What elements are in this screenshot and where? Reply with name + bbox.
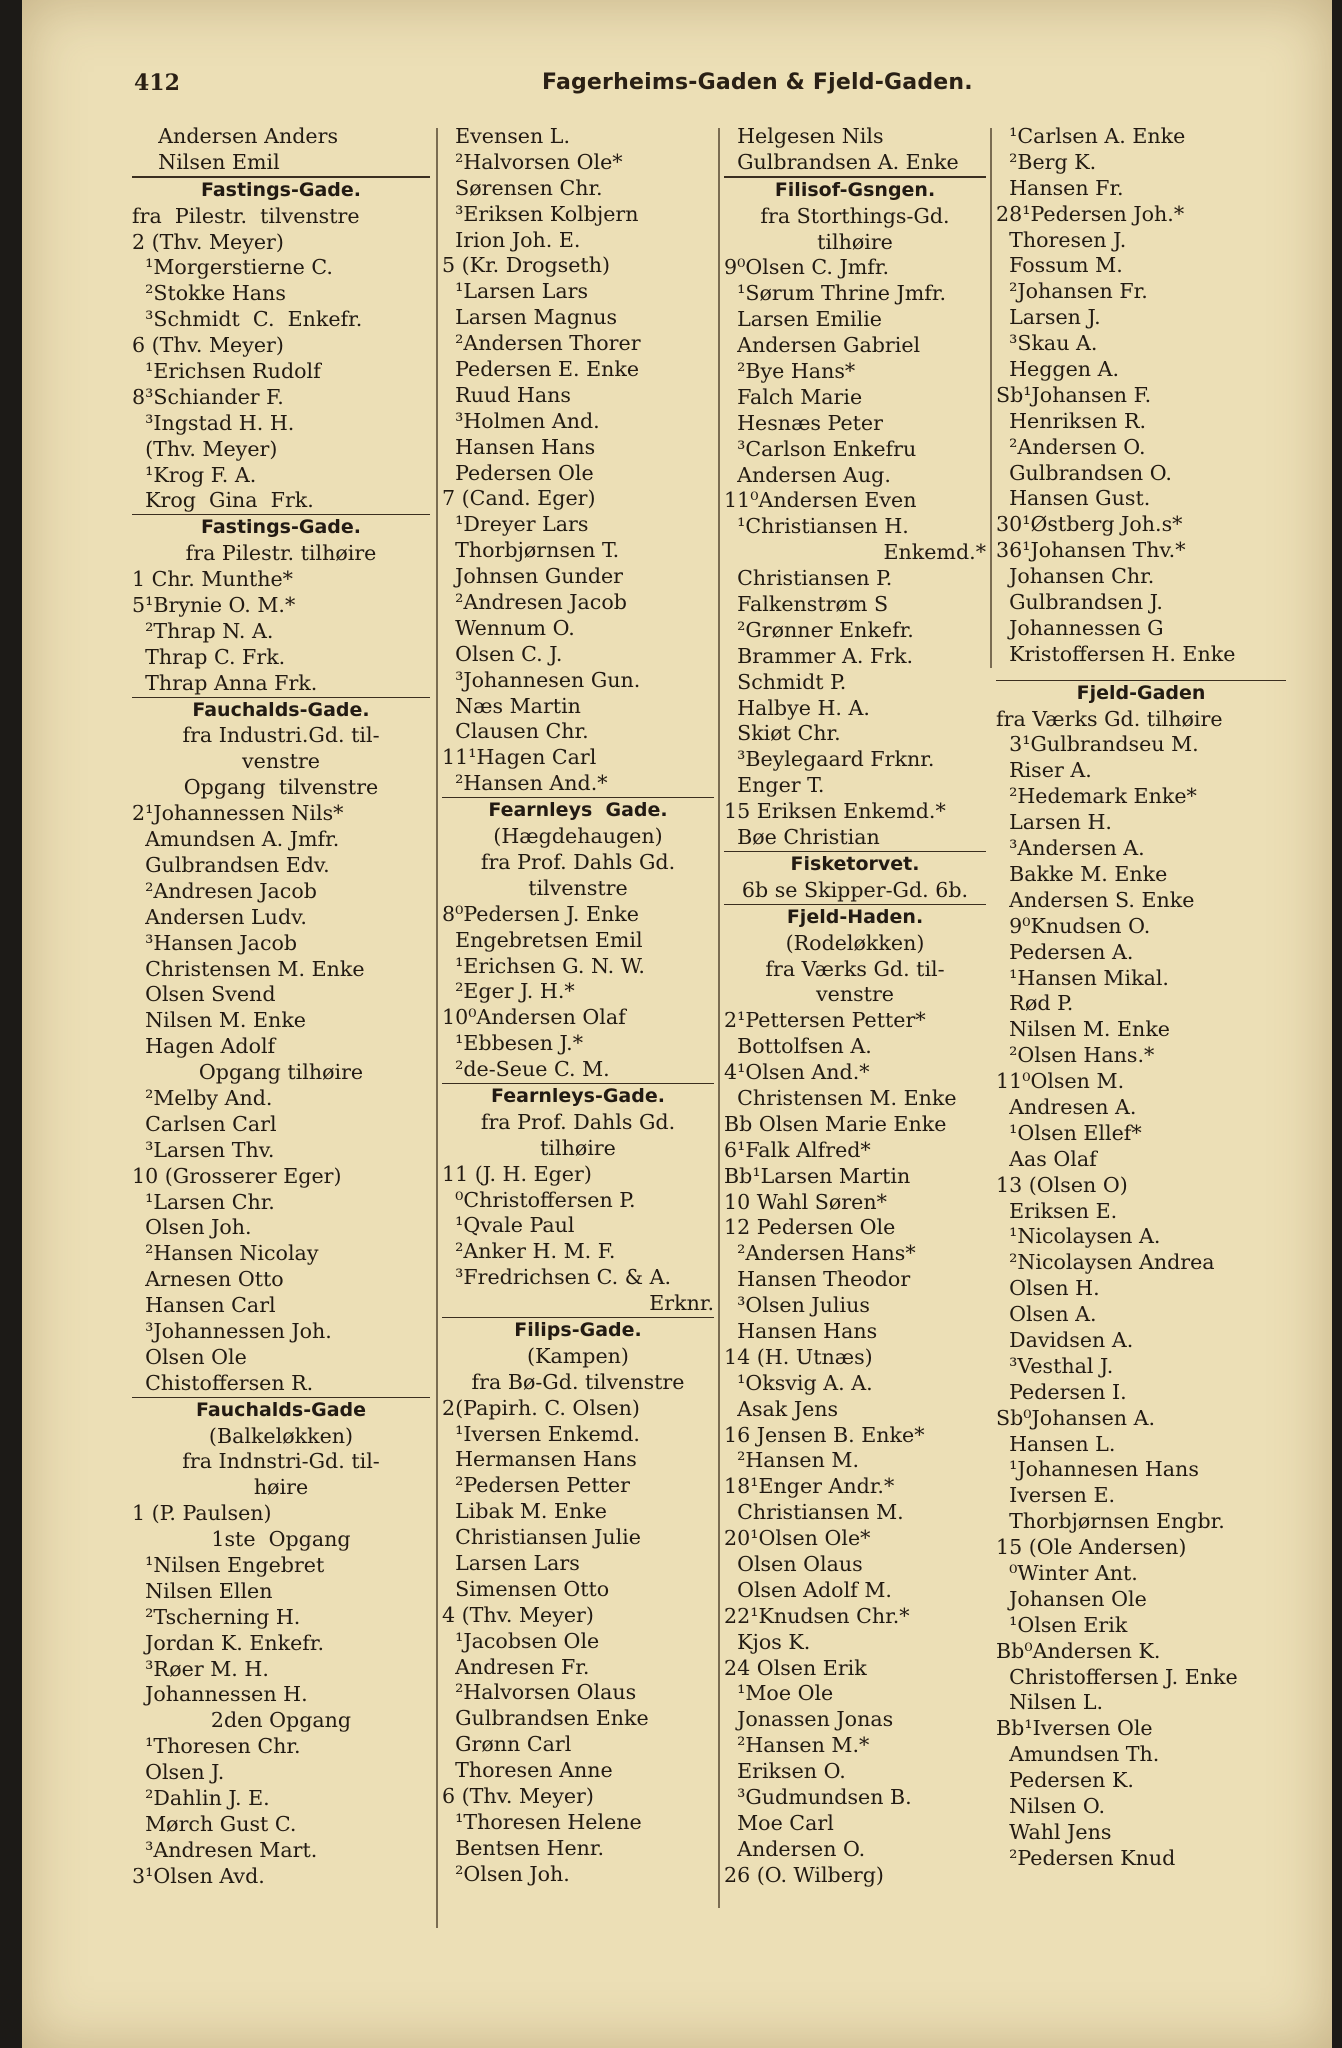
directory-entry: Hansen Carl [132,1293,276,1318]
column-divider [436,128,438,1928]
directory-entry: 16 Jensen B. Enke* [724,1422,925,1447]
directory-entry: 11⁰Olsen M. [996,1069,1125,1094]
directory-entry: ³Andresen Mart. [132,1837,318,1862]
column-1 [132,124,430,1890]
directory-entry: Aas Olaf [996,1146,1097,1171]
directory-entry: ¹Moe Ole [724,1681,834,1706]
directory-entry: Nilsen O. [996,1794,1106,1818]
directory-entry: 22¹Knudsen Chr.* [724,1603,910,1628]
page-header [22,70,1332,110]
directory-entry: fra Indnstri-Gd. til- [182,1449,380,1474]
directory-entry: ¹Hansen Mikal. [996,965,1169,990]
directory-entry: Halbye H. A. [724,695,870,720]
directory-entry: ²Halvorsen Olaus [442,1680,637,1705]
directory-entry: Hagen Adolf [132,1034,276,1059]
directory-entry: ²Bye Hans* [724,359,856,384]
directory-entry: Johnsen Gunder [442,564,624,589]
directory-entry: Larsen J. [996,305,1101,330]
directory-entry: 11¹Hagen Carl [442,745,597,770]
directory-entry: Fossum M. [996,253,1123,278]
directory-entry: 12 Pedersen Ole [724,1215,896,1240]
directory-entry: ³Røer M. H. [132,1656,269,1681]
directory-entry: Rød P. [996,991,1074,1016]
directory-entry: 1ste Opgang [211,1527,351,1552]
directory-entry: fra Værks Gd. tilhøire [996,706,1223,731]
directory-entry: Skiøt Chr. [724,721,841,746]
directory-entry: Amundsen A. Jmfr. [132,827,340,852]
directory-entry: ¹Johannesen Hans [996,1457,1199,1482]
directory-entry: 15 Eriksen Enkemd.* [724,799,946,824]
directory-entry: tilhøire [817,229,893,254]
directory-entry: Heggen A. [996,357,1120,382]
directory-entry: Gulbrandsen Edv. [132,852,330,877]
directory-entry: ²Andresen Jacob [132,878,317,903]
directory-entry: Christensen M. Enke [724,1085,957,1110]
directory-entry: 36¹Johansen Thv.* [996,538,1186,563]
directory-entry: Andersen S. Enke [996,887,1195,912]
directory-entry: Christiansen M. [724,1500,904,1525]
column-divider [990,128,992,668]
directory-entry: Andersen Gabriel [724,333,921,358]
directory-entry: Hansen Fr. [996,175,1124,200]
directory-entry: Christiansen P. [724,566,893,591]
directory-entry: ²Melby And. [132,1085,273,1110]
directory-entry: (Kampen) [527,1343,629,1368]
directory-entry: ¹Oksvig A. A. [724,1370,873,1395]
directory-entry: Nilsen Ellen [132,1578,273,1603]
directory-entry: Pedersen A. [996,939,1134,964]
column-divider [718,128,720,1908]
directory-entry: 9⁰Olsen C. Jmfr. [724,255,890,280]
directory-entry: ¹Carlsen A. Enke [996,124,1186,148]
directory-entry: Pedersen I. [996,1379,1127,1404]
directory-entry: 11⁰Andersen Even [724,488,917,513]
directory-entry: Hansen Gust. [996,486,1151,511]
directory-entry: Gulbrandsen O. [996,460,1172,485]
directory-entry: ²Hedemark Enke* [996,784,1197,809]
directory-entry: 6¹Falk Alfred* [724,1137,871,1162]
directory-entry: ¹Erichsen Rudolf [132,359,321,384]
directory-page [22,0,1332,2048]
directory-entry: Falch Marie [724,384,863,409]
directory-entry: Larsen Magnus [442,305,618,330]
directory-entry: Johansen Chr. [996,564,1155,589]
section-rule [996,668,1286,681]
directory-entry: ¹Nilsen Engebret [132,1552,325,1577]
directory-entry: ²Eger J. H.* [442,979,575,1004]
running-title: Fagerheims-Gaden & Fjeld-Gaden. [542,70,973,95]
directory-entry: høire [253,1475,309,1500]
directory-entry: ¹Ebbesen J.* [442,1031,583,1056]
directory-entry: ³Vesthal J. [996,1353,1114,1378]
directory-entry: Gulbrandsen J. [996,590,1163,615]
directory-entry: (Thv. Meyer) [132,436,278,461]
directory-entry: ³Ingstad H. H. [132,410,295,435]
directory-entry: Nilsen M. Enke [132,1008,306,1033]
directory-entry: Hermansen Hans [442,1447,637,1472]
directory-entry: Bøe Christian [724,825,880,850]
directory-entry: fra Storthings-Gd. [760,203,950,228]
directory-entry: Henriksen R. [996,408,1147,433]
directory-entry: ⁰Christoffersen P. [442,1187,636,1212]
directory-entry: Evensen L. [442,124,570,148]
directory-entry: (Rodeløkken) [785,930,925,955]
directory-entry: 20¹Olsen Ole* [724,1526,871,1551]
directory-entry: Thrap C. Frk. [132,644,286,669]
directory-entry: ³Olsen Julius [724,1293,870,1318]
directory-entry: 5¹Brynie O. M.* [132,593,296,618]
directory-entry: Falkenstrøm S [724,592,889,617]
directory-entry: venstre [816,982,894,1007]
directory-entry: fra Pilestr. tilhøire [185,541,377,566]
directory-entry: Eriksen O. [724,1759,846,1784]
directory-entry: ¹Olsen Erik [996,1612,1128,1637]
directory-entry: Moe Carl [724,1810,834,1835]
directory-entry: fra Prof. Dahls Gd. [480,1109,676,1134]
directory-entry: 15 (Ole Andersen) [996,1535,1187,1560]
directory-entry: Schmidt P. [724,669,847,694]
directory-entry: 9⁰Knudsen O. [996,913,1151,938]
directory-entry: (Hægdehaugen) [493,824,663,849]
directory-entry: Libak M. Enke [442,1499,607,1524]
directory-entry: Sb¹Johansen F. [996,382,1152,407]
directory-entry: ³Larsen Thv. [132,1137,275,1162]
directory-entry: ²Hansen Nicolay [132,1241,319,1266]
directory-entry: ³Gudmundsen B. [724,1785,912,1809]
street-heading: Fearnleys Gade. [488,799,668,822]
directory-entry: Enger T. [724,773,825,798]
directory-entry: 18¹Enger Andr.* [724,1474,895,1499]
directory-entry: Hansen Theodor [724,1267,911,1292]
directory-entry: 6 (Thv. Meyer) [132,333,284,358]
directory-entry: ²Andersen O. [996,434,1146,459]
directory-entry: 5 (Kr. Drogseth) [442,253,611,278]
directory-entry: Bentsen Henr. [442,1835,605,1860]
directory-entry: Olsen J. [132,1760,225,1785]
directory-entry: 2¹Johannessen Nils* [132,801,344,826]
directory-entry: Olsen A. [996,1302,1097,1327]
directory-entry: Andresen Fr. [442,1654,590,1679]
street-heading: Fastings-Gade. [132,177,430,204]
directory-entry: 6 (Thv. Meyer) [442,1784,594,1808]
directory-entry: ²Thrap N. A. [132,618,274,643]
directory-entry: 28¹Pedersen Joh.* [996,201,1185,226]
directory-entry: ⁰Winter Ant. [996,1560,1138,1585]
directory-entry: Johansen Ole [996,1586,1147,1611]
directory-entry: Mørch Gust C. [132,1811,297,1836]
directory-entry: Christiansen Julie [442,1525,641,1550]
directory-entry: Irion Joh. E. [442,227,581,252]
directory-entry: Andersen Anders [132,124,339,148]
directory-entry: Larsen H. [996,810,1112,835]
directory-entry: Krog Gina Frk. [132,488,314,513]
street-heading: Filisof-Gsngen. [724,177,986,204]
column-3 [724,124,986,1889]
directory-entry: Eriksen E. [996,1198,1118,1223]
directory-entry: Thoresen J. [996,227,1127,252]
directory-entry: Larsen Lars [442,1550,580,1575]
directory-entry: ¹Krog F. A. [132,462,257,487]
directory-entry: ¹Dreyer Lars [442,512,589,537]
directory-entry: 2 (Thv. Meyer) [132,229,284,254]
street-heading: Fauchalds-Gade [132,1397,430,1424]
directory-entry: 24 Olsen Erik [724,1655,867,1680]
directory-entry: ²Hansen And.* [442,771,714,798]
directory-entry: Olsen Svend [132,982,276,1007]
directory-entry: Olsen C. J. [442,641,563,666]
directory-entry: Nilsen Emil [132,150,430,177]
directory-entry: 7 (Cand. Eger) [442,486,596,511]
directory-entry: Nilsen M. Enke [996,1017,1170,1042]
directory-entry: ¹Morgerstierne C. [132,255,333,280]
directory-entry: Thorbjørnsen T. [442,538,620,563]
directory-entry: Wennum O. [442,615,575,640]
directory-entry: ¹Christiansen H. [724,514,909,539]
directory-entry: ¹Larsen Chr. [132,1189,275,1214]
directory-entry: ¹Thoresen Chr. [132,1734,301,1759]
directory-entry: ¹Larsen Lars [442,279,589,304]
directory-entry: 26 (O. Wilberg) [724,1862,884,1887]
directory-entry: 2den Opgang [210,1708,352,1733]
directory-entry: Opgang tilhøire [198,1060,364,1085]
directory-entry: ³Johannesen Gun. [442,667,641,692]
directory-entry: Simensen Otto [442,1576,610,1601]
directory-entry: Carlsen Carl [132,1111,277,1136]
directory-entry: Helgesen Nils [724,124,884,148]
directory-entry: ³Skau A. [996,331,1098,356]
directory-entry: ¹Erichsen G. N. W. [442,953,645,978]
directory-entry: Hesnæs Peter [724,410,883,435]
directory-entry: Olsen Ole [132,1344,247,1369]
directory-entry: ³Andersen A. [996,836,1145,861]
directory-entry: Bb¹Larsen Martin [724,1163,911,1188]
street-heading: Fisketorvet. [724,851,986,878]
directory-entry: (Balkeløkken) [208,1423,354,1448]
street-heading: Fauchalds-Gade. [132,697,430,724]
directory-entry: 30¹Østberg Joh.s* [996,512,1183,537]
directory-entry: fra Prof. Dahls Gd. [480,849,676,874]
column-2 [442,124,714,1888]
directory-entry: Jonassen Jonas [724,1707,894,1732]
directory-entry: ²Tscherning H. [132,1604,301,1629]
directory-entry: Bb⁰Andersen K. [996,1638,1161,1663]
directory-entry: ²Nicolaysen Andrea [996,1250,1215,1275]
directory-entry: Pedersen E. Enke [442,357,640,382]
directory-entry: 1 Chr. Munthe* [132,567,293,592]
directory-entry: Nilsen L. [996,1690,1104,1715]
directory-entry: ²Andersen Thorer [442,331,641,356]
directory-entry: Enkemd.* [883,540,986,565]
directory-entry: fra Bø-Gd. tilvenstre [471,1369,685,1394]
directory-entry: Arnesen Otto [132,1267,284,1292]
directory-entry: Olsen H. [996,1276,1100,1301]
street-heading: Fjeld-Haden. [724,904,986,931]
directory-entry: Kristoffersen H. Enke [996,641,1236,666]
directory-entry: 10⁰Andersen Olaf [442,1005,626,1030]
directory-entry: Larsen Emilie [724,307,882,332]
directory-entry: ¹Nicolaysen A. [996,1224,1161,1249]
directory-entry: 8⁰Pedersen J. Enke [442,901,639,926]
directory-entry: Bb¹Iversen Ole [996,1716,1153,1741]
directory-entry: Bb Olsen Marie Enke [724,1111,947,1136]
directory-entry: Gulbrandsen Enke [442,1706,649,1731]
directory-entry: 10 Wahl Søren* [724,1189,887,1214]
directory-entry: ³Carlson Enkefru [724,436,917,461]
directory-entry: 1 (P. Paulsen) [132,1501,272,1526]
directory-entry: 2(Papirh. C. Olsen) [442,1395,640,1420]
directory-entry: Engebretsen Emil [442,927,643,952]
directory-entry: Thoresen Anne [442,1758,613,1783]
directory-entry: Andersen Aug. [724,462,891,487]
page-number: 412 [134,70,180,96]
column-4 [996,124,1286,1872]
directory-entry: Amundsen Th. [996,1742,1160,1767]
directory-entry: ²de-Seue C. M. [442,1057,610,1082]
directory-entry: tilhøire [540,1135,616,1160]
directory-entry: Ruud Hans [442,382,571,407]
directory-entry: ³Eriksen Kolbjern [442,201,639,226]
directory-entry: 6b se Skipper-Gd. 6b. [741,877,969,902]
directory-entry: ²Stokke Hans [132,281,286,306]
directory-entry: ²Pedersen Petter [442,1473,630,1498]
directory-entry: Iversen E. [996,1483,1116,1508]
directory-entry: Pedersen Ole [442,460,594,485]
directory-entry: ¹Qvale Paul [442,1213,575,1238]
directory-entry: ²Olsen Joh. [442,1861,570,1886]
directory-entry: Johannessen G [996,615,1164,640]
directory-entry: ³Beylegaard Frknr. [724,747,935,772]
directory-entry: Clausen Chr. [442,719,589,744]
directory-entry: 2¹Pettersen Petter* [724,1008,926,1033]
directory-entry: Christoffersen J. Enke [996,1664,1238,1689]
directory-entry: Bakke M. Enke [996,861,1168,886]
directory-entry: ²Berg K. [996,149,1097,174]
directory-entry: ¹Iversen Enkemd. [442,1421,640,1446]
directory-entry: Hansen L. [996,1431,1116,1456]
directory-entry: ¹Thoresen Helene [442,1809,642,1834]
directory-entry: Kjos K. [724,1629,811,1654]
directory-entry: ²Andresen Jacob [442,590,627,615]
directory-entry: 4¹Olsen And.* [724,1060,870,1085]
directory-entry: Christensen M. Enke [132,956,365,981]
directory-entry: Brammer A. Frk. [724,643,914,668]
directory-entry: Johannessen H. [132,1682,308,1707]
directory-entry: Davidsen A. [996,1327,1134,1352]
directory-entry: Riser A. [996,758,1092,783]
directory-entry: Olsen Joh. [132,1215,252,1240]
directory-entry: Andersen O. [724,1836,866,1861]
directory-entry: ²Anker H. M. F. [442,1239,616,1264]
directory-entry: venstre [242,749,320,774]
directory-entry: ³Fredrichsen C. & A. [442,1265,672,1290]
directory-entry: Olsen Adolf M. [724,1577,892,1602]
directory-entry: Wahl Jens [996,1819,1112,1844]
directory-entry: Erknr. [649,1291,714,1316]
directory-entry: Sørensen Chr. [442,175,603,200]
directory-entry: Asak Jens [724,1396,839,1421]
directory-entry: Sb⁰Johansen A. [996,1405,1155,1430]
street-heading: Fjeld-Gaden [1076,681,1206,704]
directory-entry: ³Schmidt C. Enkefr. [132,307,363,332]
directory-entry: Hansen Hans [442,434,596,459]
directory-entry: ²Johansen Fr. [996,279,1148,304]
directory-entry: 3¹Gulbrandseu M. [996,732,1199,757]
directory-entry: ¹Jacobsen Ole [442,1628,600,1653]
directory-entry: ²Dahlin J. E. [132,1786,270,1810]
directory-entry: Næs Martin [442,693,581,718]
street-heading: Fearnleys-Gade. [442,1083,714,1110]
street-heading: Fastings-Gade. [132,514,430,541]
directory-entry: Jordan K. Enkefr. [132,1630,325,1655]
directory-entry: 8³Schiander F. [132,384,284,409]
directory-entry: Pedersen K. [996,1768,1134,1793]
directory-entry: ²Hansen M.* [724,1733,870,1758]
directory-entry: Andresen A. [996,1094,1137,1119]
directory-entry: Thorbjørnsen Engbr. [996,1509,1225,1534]
directory-entry: 3¹Olsen Avd. [132,1863,265,1888]
directory-entry: ³Johannessen Joh. [132,1318,332,1343]
street-heading: Filips-Gade. [442,1317,714,1344]
directory-entry: fra Pilestr. tilvenstre [132,203,360,228]
directory-entry: ¹Olsen Ellef* [996,1120,1142,1145]
directory-entry: Grønn Carl [442,1732,572,1757]
directory-entry: ²Hansen M. [724,1448,860,1473]
directory-entry: tilvenstre [528,875,628,900]
directory-entry: Olsen Olaus [724,1551,863,1576]
directory-entry: Gulbrandsen A. Enke [724,150,986,177]
directory-entry: ³Holmen And. [442,408,600,433]
directory-entry: 11 (J. H. Eger) [442,1161,592,1186]
directory-entry: ²Grønner Enkefr. [724,617,914,642]
directory-entry: fra Værks Gd. til- [765,956,945,981]
directory-entry: 14 (H. Utnæs) [724,1344,873,1369]
directory-entry: Chistoffersen R. [132,1370,314,1395]
directory-entry: 13 (Olsen O) [996,1172,1128,1197]
directory-entry: 4 (Thv. Meyer) [442,1602,594,1627]
directory-entry: ²Olsen Hans.* [996,1043,1155,1068]
directory-entry: Thrap Anna Frk. [132,670,318,695]
directory-entry: Andersen Ludv. [132,904,307,929]
directory-entry: Hansen Hans [724,1318,878,1343]
directory-entry: ¹Sørum Thrine Jmfr. [724,281,946,306]
directory-entry: fra Industri.Gd. til- [182,723,380,748]
directory-entry: 10 (Grosserer Eger) [132,1163,342,1188]
directory-entry: ³Hansen Jacob [132,930,298,955]
directory-entry: ²Halvorsen Ole* [442,149,623,174]
directory-entry: Opgang tilvenstre [183,775,379,800]
directory-entry: ²Pedersen Knud [996,1845,1176,1870]
directory-entry: ²Andersen Hans* [724,1241,916,1266]
directory-entry: Bottolfsen A. [724,1034,872,1059]
